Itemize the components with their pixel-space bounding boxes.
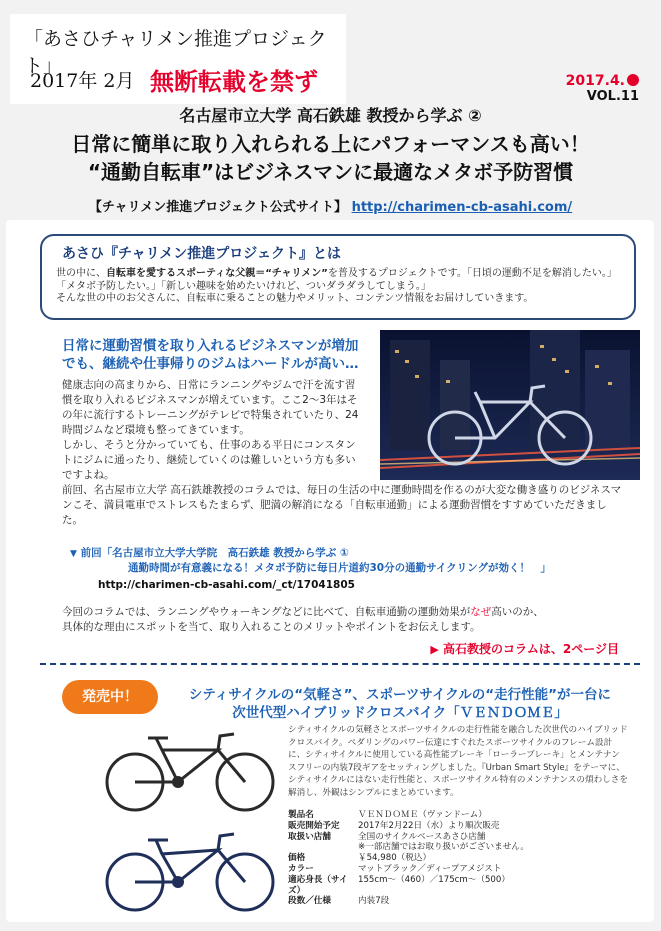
spec-row: ※一部店舗ではお取り扱いがございません。	[358, 842, 529, 853]
spec-row: 価格 ￥54,980（税込）	[288, 853, 432, 864]
intro-box	[40, 234, 636, 320]
title-sub: 名古屋市立大学 高石鉄雄 教授から学ぶ ②	[179, 106, 482, 125]
spec-row: 製品名 ＶＥＮＤＯＭＥ（ヴァンドーム）	[288, 810, 487, 820]
title-main-1: 日常に簡単に取り入れられる上にパフォーマンスも高い！	[71, 132, 590, 156]
bike-navy-image	[100, 824, 280, 914]
article-heading-2: でも、継続や仕事帰りのジムはハードルが高い…	[62, 356, 359, 372]
date-label: 2017年 2月	[30, 70, 135, 92]
site-line	[0, 196, 661, 215]
product-specs	[288, 810, 628, 907]
paragraph-1: 健康志向の高まりから、日常にランニングやジムで汗を流す習慣を取り入れるビジネスマンが増えています。ここ2～3年はその年に流行するトレーニングがテレビで特集されていたり、24時間ジムなど環境も整ってきています。	[62, 379, 359, 436]
spec-row: 段数／仕様 内装7段	[288, 896, 390, 907]
dashed-divider	[40, 663, 640, 665]
triangle-down-icon: ▼	[70, 549, 77, 559]
no-copy-notice: 無断転載を禁ず	[150, 67, 318, 96]
article-heading-1: 日常に運動習慣を取り入れるビジネスマンが増加	[62, 338, 359, 354]
prev-title-2: 通勤時間が有意義になる！メタボ予防に毎日片道約30分の通勤サイクリングが効く！ 」	[128, 562, 551, 574]
project-label: 「あさひチャリメン推進プロジェクト」	[24, 28, 327, 77]
prev-title: 前回「名古屋市立大学大学院 高石鉄雄 教授から学ぶ ①	[80, 547, 349, 559]
issue-vol: VOL.11	[586, 89, 639, 104]
site-label: 【チャリメン推進プロジェクト公式サイト】	[88, 200, 348, 215]
on-sale-badge: 発売中！	[62, 680, 158, 714]
spec-row: 適応身長（サイズ） 155cm～（460）／175cm～（500）	[288, 874, 510, 896]
title-main-2: “通勤自転車”はビジネスマンに最適なメタボ予防習慣	[87, 160, 574, 184]
product-heading-2: 次世代型ハイブリッドクロスバイク「ＶＥＮＤＯＭＥ」	[232, 705, 568, 721]
spec-row: 取扱い店舗 全国のサイクルベースあさひ店舗	[288, 831, 486, 842]
header-box	[10, 14, 346, 104]
spec-row: 販売開始予定 2017年2月22日（水）より順次販売	[288, 820, 500, 831]
spec-row: カラー マットブラック／ディープアメジスト	[288, 863, 502, 874]
article-body-3: 今回のコラムでは、ランニングやウォーキングなどに比べて、自転車通勤の運動効果がなぜ高いのか、 具体的な理由にスポットを当て、取り入れることのメリットやポイントをお伝えします。	[62, 606, 544, 633]
bike-black-image	[100, 724, 280, 814]
paragraph-2: しかし、そうと分かっていても、仕事のある平日にコンスタントにジムに通ったり、継続していくのは難しいという方も多いですよね。	[62, 439, 356, 481]
issue-date: 2017.4.	[565, 73, 625, 89]
prev-url[interactable]: http://charimen-cb-asahi.com/_ct/17041805	[98, 579, 355, 591]
triangle-right-icon: ▶	[430, 643, 439, 656]
night-bike-photo	[380, 330, 640, 480]
previous-column-link[interactable]	[70, 546, 630, 592]
paragraph-3: 前回、名古屋市立大学 高石鉄雄教授のコラムでは、毎日の生活の中に運動時間を作るのが大変な働き盛りのビジネスマンこそ、満員電車でストレスもたまらず、肥満の解消になる「自転車通勤」による運動習慣をすすめていただきました。	[62, 484, 622, 526]
article-body-1	[62, 378, 362, 483]
product-description: シティサイクルの気軽さとスポーツサイクルの走行性能を融合した次世代のハイブリッドクロスバイク。ペダリングのパワー伝達にすぐれたスポーツサイクルのフレーム設計に、シティサイクルに使用している高性能ブレーキ「ローラーブレーキ」とメンテナンスフリーの内装7段ギアをセッティングしました。『Urban Smart Style』をテーマに、シティサイクルにはない走行性能と、スポーツサイクル特有のメンテナンスの煩わしさを解消し、外観はシンプルにまとめています。	[288, 725, 628, 798]
issue-info	[566, 70, 639, 104]
more-link[interactable]: ▶ 高石教授のコラムは、2ページ目	[430, 642, 619, 656]
site-link[interactable]: http://charimen-cb-asahi.com/	[351, 200, 573, 215]
intro-heading: あさひ『チャリメン推進プロジェクト』とは	[62, 246, 342, 262]
product-heading-1: シティサイクルの“気軽さ”、スポーツサイクルの“走行性能”が一台に	[188, 687, 612, 703]
intro-text: 世の中に、自転車を愛するスポーティな父親＝“チャリメン”を普及するプロジェクトです。「日頃の運動不足を解消したい。」「メタボ予防したい。」「新しい趣味を始めたいけれど、ついダラダラしてしまう。」 そんな世の中のお父さんに、自転車に乗ることの魅力やメリット、コンテンツ情報をお届けしていきます。	[56, 268, 617, 304]
red-dot-icon	[627, 74, 639, 86]
